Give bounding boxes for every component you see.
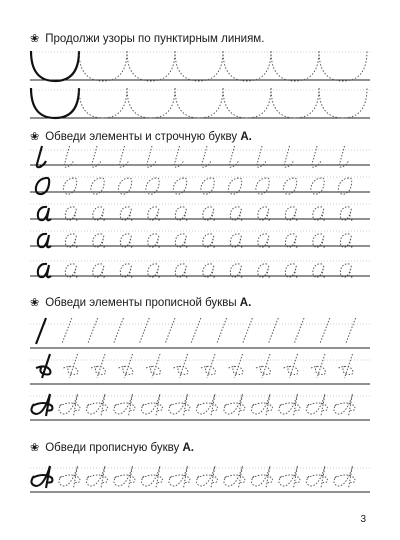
- arc-model: [31, 88, 79, 118]
- trace-letter: [306, 394, 327, 416]
- trace-letter: [165, 318, 175, 344]
- trace-letter: [320, 318, 330, 344]
- trace-letter: [229, 146, 238, 167]
- uppercase-a-rows: [30, 466, 370, 492]
- arc-model: [31, 51, 79, 81]
- uppercase-row-loop: [30, 354, 370, 384]
- flower-icon: ❀: [30, 442, 40, 454]
- trace-letter: [203, 234, 216, 247]
- trace-letter: [120, 234, 133, 247]
- trace-letter: [139, 318, 149, 344]
- model-letter: [38, 264, 51, 277]
- letter-label: А.: [240, 131, 252, 143]
- lowercase-row-hook: [30, 146, 370, 167]
- model-letter: [38, 207, 51, 220]
- trace-letter: [311, 354, 325, 378]
- trace-letter: [256, 354, 270, 378]
- trace-letter: [93, 264, 106, 277]
- letter-label: А.: [182, 442, 194, 454]
- trace-letter: [230, 264, 243, 277]
- lowercase-row-a-3: [30, 261, 370, 277]
- trace-letter: [201, 354, 215, 378]
- trace-letter: [59, 394, 80, 416]
- lowercase-row-oval: [30, 177, 370, 194]
- trace-letter: [196, 466, 217, 488]
- trace-letter: [64, 146, 73, 167]
- trace-letter: [268, 318, 278, 344]
- trace-letter: [148, 234, 161, 247]
- trace-letter: [284, 354, 298, 378]
- trace-letter: [285, 207, 298, 220]
- trace-letter: [86, 394, 107, 416]
- uppercase-row-a-elements: [30, 394, 370, 420]
- model-letter: [36, 318, 46, 344]
- trace-letter: [174, 146, 183, 167]
- trace-letter: [312, 146, 321, 167]
- trace-letter: [91, 354, 105, 378]
- model-letter: [38, 234, 51, 247]
- trace-letter: [294, 318, 304, 344]
- trace-letter: [284, 146, 293, 167]
- trace-letter: [257, 146, 266, 167]
- trace-letter: [120, 264, 133, 277]
- trace-letter: [146, 354, 160, 378]
- trace-letter: [279, 394, 300, 416]
- trace-letter: [175, 234, 188, 247]
- trace-letter: [203, 207, 216, 220]
- trace-letter: [148, 207, 161, 220]
- trace-letter: [114, 466, 135, 488]
- trace-letter: [224, 466, 245, 488]
- lowercase-row-a-1: [30, 204, 370, 220]
- trace-letter: [141, 394, 162, 416]
- trace-letter: [65, 234, 78, 247]
- trace-letter: [258, 234, 271, 247]
- instruction-text: Обведи прописную букву: [45, 442, 180, 454]
- trace-letter: [65, 207, 78, 220]
- trace-letter: [88, 318, 98, 344]
- trace-letter: [229, 354, 243, 378]
- trace-letter: [285, 264, 298, 277]
- trace-letter: [203, 264, 216, 277]
- trace-letter: [59, 466, 80, 488]
- trace-letter: [224, 394, 245, 416]
- trace-letter: [191, 318, 201, 344]
- trace-letter: [242, 318, 252, 344]
- trace-letter: [169, 394, 190, 416]
- page-number: 3: [360, 514, 366, 525]
- trace-letter: [93, 207, 106, 220]
- trace-letter: [258, 207, 271, 220]
- model-letter: [37, 146, 46, 167]
- trace-letter: [119, 354, 133, 378]
- trace-letter: [340, 207, 353, 220]
- trace-letter: [62, 318, 72, 344]
- trace-letter: [174, 354, 188, 378]
- trace-letter: [313, 264, 326, 277]
- flower-icon: ❀: [30, 33, 40, 45]
- trace-letter: [120, 207, 133, 220]
- trace-letter: [251, 394, 272, 416]
- trace-letter: [313, 207, 326, 220]
- trace-letter: [86, 466, 107, 488]
- trace-letter: [148, 264, 161, 277]
- instruction-text: Обведи элементы прописной буквы: [45, 297, 237, 309]
- trace-letter: [169, 466, 190, 488]
- trace-letter: [65, 264, 78, 277]
- trace-letter: [339, 146, 348, 167]
- trace-letter: [114, 394, 135, 416]
- trace-letter: [119, 146, 128, 167]
- trace-letter: [141, 466, 162, 488]
- letter-label: А.: [239, 297, 252, 309]
- trace-letter: [279, 466, 300, 488]
- trace-letter: [334, 394, 355, 416]
- trace-letter: [175, 207, 188, 220]
- trace-letter: [175, 264, 188, 277]
- trace-letter: [147, 146, 156, 167]
- flower-icon: ❀: [30, 297, 40, 309]
- model-letter: [31, 466, 52, 488]
- trace-letter: [339, 354, 353, 378]
- trace-letter: [92, 146, 101, 167]
- trace-letter: [230, 234, 243, 247]
- instruction-text: Обведи элементы и строчную букву: [45, 131, 238, 143]
- trace-letter: [196, 394, 217, 416]
- trace-letter: [64, 354, 78, 378]
- trace-letter: [334, 466, 355, 488]
- lowercase-row-a-2: [30, 231, 370, 247]
- uppercase-element-rows: [30, 318, 370, 420]
- pattern-row-1: [30, 51, 370, 81]
- trace-letter: [258, 264, 271, 277]
- flower-icon: ❀: [30, 131, 40, 143]
- trace-letter: [285, 234, 298, 247]
- model-letter: [31, 394, 52, 416]
- lowercase-rows: [30, 146, 370, 277]
- pattern-row-2: [30, 88, 370, 118]
- trace-letter: [313, 234, 326, 247]
- trace-letter: [217, 318, 227, 344]
- trace-letter: [306, 466, 327, 488]
- trace-letter: [93, 234, 106, 247]
- trace-letter: [230, 207, 243, 220]
- trace-letter: [340, 234, 353, 247]
- trace-letter: [202, 146, 211, 167]
- instruction-text: Продолжи узоры по пунктирным линиям.: [45, 33, 265, 45]
- uppercase-row-slant: [30, 318, 370, 348]
- trace-letter: [113, 318, 123, 344]
- trace-letter: [340, 264, 353, 277]
- trace-letter: [251, 466, 272, 488]
- trace-letter: [346, 318, 356, 344]
- model-letter: [36, 354, 50, 378]
- uppercase-row-a: [30, 466, 370, 492]
